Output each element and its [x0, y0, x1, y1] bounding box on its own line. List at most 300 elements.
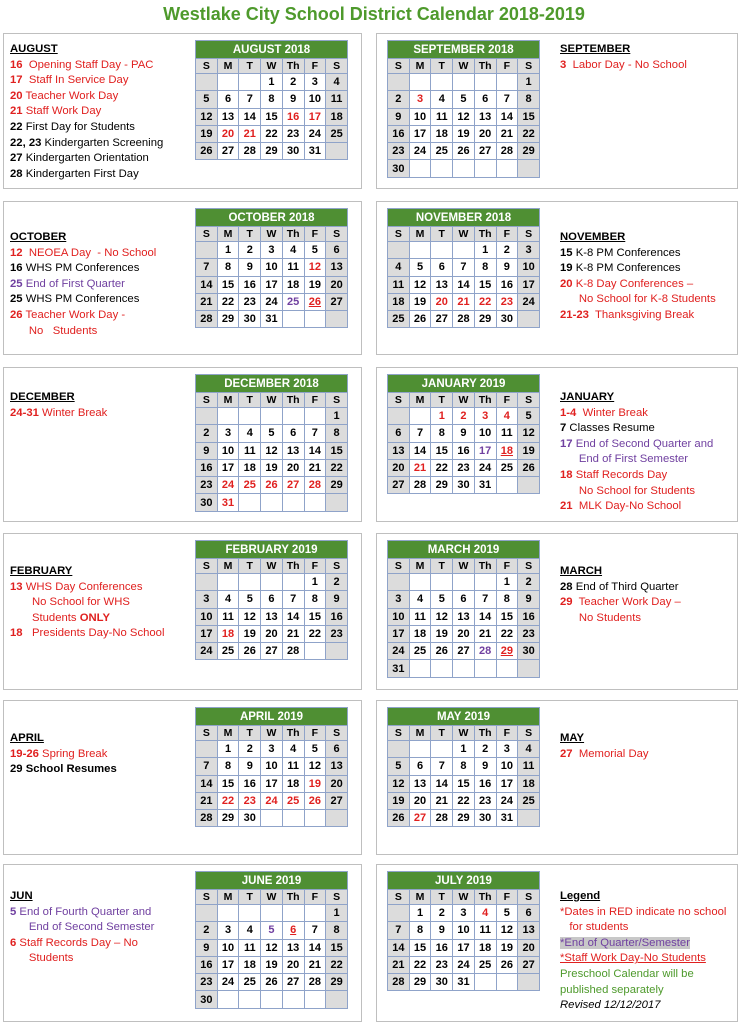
date-cell: 31 — [261, 311, 283, 328]
date-cell: 22 — [496, 625, 518, 642]
weekday-header: S — [518, 726, 540, 741]
date-cell: 25 — [239, 974, 261, 991]
weekday-header: W — [453, 890, 475, 905]
date-cell: 9 — [431, 922, 453, 939]
event-line — [560, 292, 736, 308]
date-cell: 11 — [239, 939, 261, 956]
event-text: 13 — [10, 580, 23, 593]
weekday-header: Th — [474, 890, 496, 905]
weekday-header: W — [261, 227, 283, 242]
weekday-header: W — [261, 559, 283, 574]
date-cell: 3 — [388, 591, 410, 608]
date-cell: 2 — [326, 574, 348, 591]
date-cell: 3 — [217, 425, 239, 442]
event-text: K-8 PM Conferences — [572, 246, 681, 259]
date-cell: 1 — [474, 242, 496, 259]
event-text: 18 — [10, 627, 23, 640]
empty-cell — [282, 311, 304, 328]
month-title: OCTOBER 2018 — [196, 209, 348, 227]
date-cell: 12 — [261, 442, 283, 459]
date-cell: 5 — [431, 591, 453, 608]
date-cell: 25 — [388, 311, 410, 328]
event-text: 21-23 — [560, 308, 589, 321]
weekday-header: Th — [282, 726, 304, 741]
date-cell: 27 — [431, 311, 453, 328]
date-cell: 3 — [409, 91, 431, 108]
event-text: 24-31 — [10, 406, 39, 419]
event-text: 5 — [10, 905, 17, 918]
date-cell: 26 — [196, 143, 218, 160]
date-cell: 26 — [431, 643, 453, 660]
date-cell: 1 — [217, 242, 239, 259]
month-panel-jan — [376, 367, 738, 522]
date-cell: 26 — [304, 792, 326, 809]
month-heading: JUN — [10, 890, 33, 902]
month-title: JUNE 2019 — [196, 872, 348, 890]
empty-cell — [239, 408, 261, 425]
month-calendar — [195, 871, 348, 1009]
event-text: 7 — [560, 422, 567, 435]
event-line — [10, 406, 190, 422]
date-cell: 4 — [474, 905, 496, 922]
date-cell: 9 — [239, 259, 261, 276]
empty-cell — [518, 477, 540, 494]
date-cell: 21 — [196, 792, 218, 809]
weekday-header: M — [217, 726, 239, 741]
date-cell: 19 — [388, 792, 410, 809]
weekday-header: S — [196, 393, 218, 408]
date-cell: 4 — [239, 922, 261, 939]
event-text: Presidents Day-No School — [22, 627, 165, 640]
date-cell: 5 — [261, 425, 283, 442]
date-cell: 22 — [453, 792, 475, 809]
date-cell: 14 — [496, 108, 518, 125]
date-cell: 19 — [453, 125, 475, 142]
event-line — [560, 246, 736, 262]
month-panel-apr — [3, 700, 362, 855]
month-title: JANUARY 2019 — [388, 375, 540, 393]
date-cell: 10 — [261, 259, 283, 276]
empty-cell — [217, 905, 239, 922]
event-text: End of First Semester — [560, 453, 689, 466]
date-cell: 10 — [261, 758, 283, 775]
event-text: WHS PM Conferences — [22, 293, 140, 306]
date-cell: 16 — [326, 608, 348, 625]
event-text: 29 School Resumes — [10, 763, 117, 776]
date-cell: 11 — [282, 758, 304, 775]
date-cell: 22 — [518, 125, 540, 142]
date-cell: 25 — [217, 643, 239, 660]
event-line — [560, 920, 736, 936]
empty-cell — [453, 660, 475, 677]
date-cell: 2 — [196, 425, 218, 442]
event-line — [560, 998, 736, 1014]
month-heading: JANUARY — [560, 391, 615, 403]
month-calendar — [195, 540, 348, 660]
date-cell: 14 — [304, 442, 326, 459]
weekday-header: S — [518, 59, 540, 74]
date-cell: 20 — [453, 625, 475, 642]
empty-cell — [431, 242, 453, 259]
event-text: WHS Day Conferences — [22, 580, 143, 593]
event-line — [10, 951, 190, 967]
date-cell: 23 — [326, 625, 348, 642]
weekday-header: M — [409, 890, 431, 905]
month-notes — [10, 42, 190, 182]
event-line — [10, 762, 190, 778]
date-cell: 20 — [326, 775, 348, 792]
date-cell: 2 — [431, 905, 453, 922]
date-cell: 13 — [388, 442, 410, 459]
date-cell: 29 — [261, 143, 283, 160]
empty-cell — [239, 494, 261, 511]
date-cell: 17 — [453, 939, 475, 956]
weekday-header: S — [196, 726, 218, 741]
event-text: 27 — [10, 152, 23, 165]
empty-cell — [326, 311, 348, 328]
date-cell: 14 — [196, 775, 218, 792]
weekday-header: T — [239, 227, 261, 242]
date-cell: 20 — [518, 939, 540, 956]
date-cell: 30 — [453, 477, 475, 494]
event-text: *Staff Work Day-No Students — [560, 952, 706, 965]
empty-cell — [239, 574, 261, 591]
weekday-header: F — [496, 726, 518, 741]
event-text: No School for K-8 Students — [560, 293, 716, 306]
event-text: No Students — [10, 324, 98, 337]
event-text: Staff Records Day – No — [16, 936, 138, 949]
empty-cell — [196, 74, 218, 91]
date-cell: 26 — [518, 459, 540, 476]
date-cell: 2 — [196, 922, 218, 939]
date-cell: 2 — [239, 242, 261, 259]
weekday-header: W — [453, 59, 475, 74]
date-cell: 15 — [326, 442, 348, 459]
date-cell: 31 — [217, 494, 239, 511]
weekday-header: S — [518, 227, 540, 242]
date-cell: 1 — [409, 905, 431, 922]
date-cell: 31 — [496, 810, 518, 827]
event-line — [10, 151, 190, 167]
date-cell: 29 — [518, 143, 540, 160]
date-cell: 22 — [217, 792, 239, 809]
weekday-header: S — [326, 393, 348, 408]
date-cell: 10 — [217, 939, 239, 956]
date-cell: 3 — [453, 905, 475, 922]
date-cell: 9 — [196, 939, 218, 956]
month-calendar — [387, 540, 540, 678]
date-cell: 3 — [217, 922, 239, 939]
event-text: Revised 12/12/2017 — [560, 999, 661, 1012]
month-heading: FEBRUARY — [10, 565, 73, 577]
empty-cell — [431, 660, 453, 677]
event-text: Staff Work Day — [22, 105, 102, 118]
date-cell: 9 — [518, 591, 540, 608]
date-cell: 28 — [388, 974, 410, 991]
empty-cell — [326, 991, 348, 1008]
date-cell: 16 — [282, 108, 304, 125]
empty-cell — [496, 74, 518, 91]
date-cell: 9 — [196, 442, 218, 459]
event-line — [10, 324, 190, 340]
date-cell: 7 — [304, 922, 326, 939]
empty-cell — [518, 311, 540, 328]
date-cell: 4 — [409, 591, 431, 608]
empty-cell — [239, 905, 261, 922]
date-cell: 13 — [474, 108, 496, 125]
empty-cell — [409, 408, 431, 425]
event-text: Opening Staff Day - PAC — [22, 58, 154, 71]
event-line — [560, 277, 736, 293]
month-calendar — [387, 208, 540, 328]
date-cell: 8 — [217, 259, 239, 276]
month-panel-may — [376, 700, 738, 855]
event-text: Staff In Service Day — [22, 74, 129, 87]
date-cell: 7 — [196, 758, 218, 775]
date-cell: 30 — [388, 160, 410, 177]
date-cell: 28 — [196, 311, 218, 328]
date-cell: 12 — [409, 276, 431, 293]
empty-cell — [261, 494, 283, 511]
empty-cell — [282, 574, 304, 591]
date-cell: 2 — [496, 242, 518, 259]
date-cell: 10 — [453, 922, 475, 939]
date-cell: 28 — [453, 311, 475, 328]
date-cell: 11 — [409, 608, 431, 625]
date-cell: 29 — [217, 810, 239, 827]
event-line — [560, 905, 736, 921]
event-text: K-8 Day Conferences – — [572, 277, 694, 290]
event-text: 25 — [10, 293, 23, 306]
empty-cell — [304, 408, 326, 425]
date-cell: 23 — [518, 625, 540, 642]
date-cell: 29 — [409, 974, 431, 991]
date-cell: 10 — [496, 758, 518, 775]
weekday-header: F — [304, 726, 326, 741]
date-cell: 25 — [326, 125, 348, 142]
empty-cell — [217, 991, 239, 1008]
date-cell: 4 — [282, 242, 304, 259]
event-text: 3 — [560, 58, 567, 71]
date-cell: 10 — [196, 608, 218, 625]
date-cell: 18 — [326, 108, 348, 125]
event-text: Spring Break — [38, 747, 108, 760]
weekday-header: M — [217, 393, 239, 408]
weekday-header: M — [217, 59, 239, 74]
empty-cell — [326, 810, 348, 827]
weekday-header: W — [453, 559, 475, 574]
date-cell: 28 — [196, 810, 218, 827]
weekday-header: W — [453, 393, 475, 408]
date-cell: 10 — [388, 608, 410, 625]
weekday-header: F — [496, 59, 518, 74]
date-cell: 22 — [409, 956, 431, 973]
empty-cell — [496, 477, 518, 494]
month-heading: APRIL — [10, 732, 44, 744]
date-cell: 17 — [474, 442, 496, 459]
event-text: No Students — [560, 611, 642, 624]
date-cell: 2 — [388, 91, 410, 108]
date-cell: 20 — [217, 125, 239, 142]
date-cell: 8 — [304, 591, 326, 608]
weekday-header: M — [409, 393, 431, 408]
event-line — [10, 120, 190, 136]
month-notes — [560, 564, 736, 626]
date-cell: 18 — [282, 276, 304, 293]
empty-cell — [518, 160, 540, 177]
weekday-header: S — [388, 890, 410, 905]
weekday-header: Th — [282, 393, 304, 408]
date-cell: 30 — [496, 311, 518, 328]
event-line — [10, 747, 190, 763]
empty-cell — [261, 408, 283, 425]
month-panel-mar — [376, 533, 738, 690]
date-cell: 23 — [239, 792, 261, 809]
event-line — [10, 89, 190, 105]
event-line — [560, 468, 736, 484]
date-cell: 24 — [388, 643, 410, 660]
empty-cell — [388, 905, 410, 922]
date-cell: 18 — [217, 625, 239, 642]
event-text: First Day for Students — [22, 120, 135, 133]
empty-cell — [409, 74, 431, 91]
date-cell: 9 — [282, 91, 304, 108]
weekday-header: T — [239, 559, 261, 574]
event-text: Thanksgiving Break — [588, 308, 695, 321]
date-cell: 11 — [388, 276, 410, 293]
date-cell: 19 — [304, 775, 326, 792]
empty-cell — [196, 574, 218, 591]
date-cell: 16 — [239, 775, 261, 792]
date-cell: 2 — [239, 741, 261, 758]
date-cell: 7 — [239, 91, 261, 108]
empty-cell — [304, 810, 326, 827]
date-cell: 17 — [409, 125, 431, 142]
weekday-header: T — [431, 227, 453, 242]
month-title: NOVEMBER 2018 — [388, 209, 540, 227]
event-text: 27 — [560, 747, 573, 760]
date-cell: 9 — [453, 425, 475, 442]
date-cell: 26 — [388, 810, 410, 827]
date-cell: 27 — [261, 643, 283, 660]
empty-cell — [388, 408, 410, 425]
date-cell: 28 — [239, 143, 261, 160]
month-calendar — [195, 208, 348, 328]
month-calendar — [387, 374, 540, 494]
date-cell: 22 — [217, 293, 239, 310]
date-cell: 21 — [304, 956, 326, 973]
date-cell: 29 — [217, 311, 239, 328]
empty-cell — [453, 74, 475, 91]
date-cell: 20 — [282, 459, 304, 476]
date-cell: 1 — [326, 408, 348, 425]
empty-cell — [409, 242, 431, 259]
date-cell: 25 — [518, 792, 540, 809]
weekday-header: T — [239, 59, 261, 74]
date-cell: 20 — [474, 125, 496, 142]
date-cell: 16 — [474, 775, 496, 792]
date-cell: 6 — [409, 758, 431, 775]
empty-cell — [304, 991, 326, 1008]
event-line — [560, 499, 736, 515]
weekday-header: S — [388, 393, 410, 408]
date-cell: 12 — [304, 758, 326, 775]
date-cell: 25 — [282, 792, 304, 809]
empty-cell — [239, 74, 261, 91]
event-line — [560, 261, 736, 277]
weekday-header: T — [431, 59, 453, 74]
date-cell: 27 — [474, 143, 496, 160]
date-cell: 18 — [518, 775, 540, 792]
date-cell: 31 — [474, 477, 496, 494]
date-cell: 25 — [474, 956, 496, 973]
month-title: SEPTEMBER 2018 — [388, 41, 540, 59]
event-line — [10, 936, 190, 952]
date-cell: 31 — [453, 974, 475, 991]
date-cell: 15 — [326, 939, 348, 956]
date-cell: 30 — [196, 494, 218, 511]
date-cell: 24 — [196, 643, 218, 660]
date-cell: 23 — [196, 974, 218, 991]
date-cell: 23 — [388, 143, 410, 160]
event-text: End of Third Quarter — [572, 580, 679, 593]
empty-cell — [326, 643, 348, 660]
date-cell: 7 — [474, 591, 496, 608]
date-cell: 7 — [196, 259, 218, 276]
event-text: 20 — [10, 89, 23, 102]
month-title: MARCH 2019 — [388, 541, 540, 559]
date-cell: 3 — [496, 741, 518, 758]
weekday-header: S — [518, 890, 540, 905]
date-cell: 30 — [431, 974, 453, 991]
date-cell: 18 — [388, 293, 410, 310]
empty-cell — [409, 660, 431, 677]
date-cell: 12 — [496, 922, 518, 939]
date-cell: 29 — [496, 643, 518, 660]
weekday-header: Th — [474, 726, 496, 741]
event-text: for students — [560, 921, 629, 934]
date-cell: 19 — [304, 276, 326, 293]
month-title: AUGUST 2018 — [196, 41, 348, 59]
empty-cell — [217, 574, 239, 591]
weekday-header: M — [409, 559, 431, 574]
date-cell: 9 — [326, 591, 348, 608]
date-cell: 31 — [304, 143, 326, 160]
date-cell: 5 — [304, 741, 326, 758]
date-cell: 14 — [431, 775, 453, 792]
event-text: *End of Quarter/Semester — [560, 936, 690, 949]
weekday-header: W — [261, 59, 283, 74]
weekday-header: S — [388, 726, 410, 741]
event-text: Kindergarten Screening — [41, 136, 164, 149]
event-text: Preschool Calendar will be — [560, 967, 694, 980]
date-cell: 8 — [453, 758, 475, 775]
weekday-header: F — [304, 227, 326, 242]
weekday-header: F — [496, 559, 518, 574]
event-text: Students — [10, 952, 74, 965]
date-cell: 18 — [282, 775, 304, 792]
month-calendar — [195, 40, 348, 160]
weekday-header: T — [431, 726, 453, 741]
empty-cell — [431, 74, 453, 91]
event-line — [560, 308, 736, 324]
date-cell: 21 — [304, 459, 326, 476]
date-cell: 1 — [304, 574, 326, 591]
date-cell: 2 — [518, 574, 540, 591]
empty-cell — [453, 574, 475, 591]
event-line — [10, 580, 190, 596]
date-cell: 11 — [217, 608, 239, 625]
